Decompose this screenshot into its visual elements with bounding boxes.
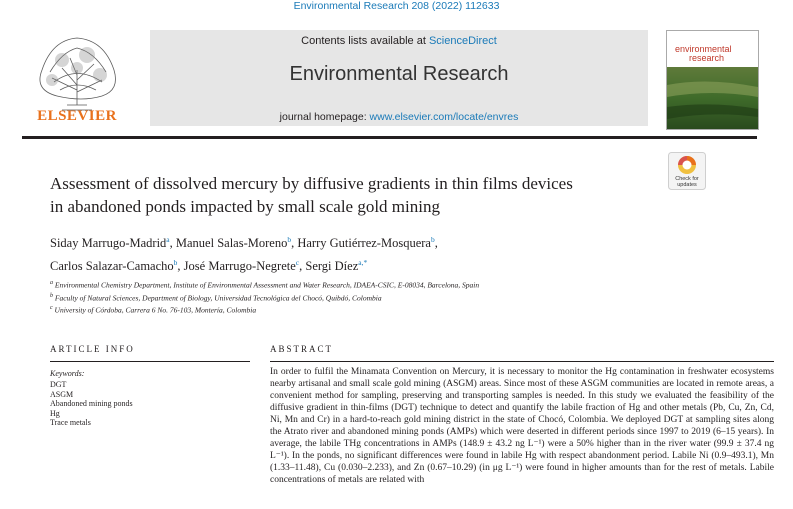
- contents-prefix: Contents lists available at: [301, 35, 429, 47]
- check-label-line-1: Check for: [675, 176, 699, 182]
- abstract-heading: ABSTRACT: [270, 344, 334, 354]
- author-list: [50, 230, 670, 276]
- header-divider: [22, 136, 757, 139]
- check-label-line-2: updates: [677, 182, 697, 188]
- author-affiliation-mark[interactable]: b: [173, 258, 178, 268]
- author-affiliation-mark[interactable]: b: [287, 235, 292, 244]
- affiliation-mark: a: [50, 280, 53, 286]
- affiliation-item: [50, 291, 670, 304]
- author-name[interactable]: José Marrugo-Negrete: [183, 259, 296, 274]
- affiliation-text: Faculty of Natural Sciences, Department of Biology, Universidad Tecnológica del Chocó, Quibdó, Colombia: [53, 293, 382, 302]
- journal-citation[interactable]: Environmental Research 208 (2022) 112633: [293, 0, 500, 12]
- author-separator: ,: [177, 259, 184, 274]
- publisher-name: ELSEVIER: [37, 108, 117, 124]
- affiliation-mark: b: [50, 292, 53, 299]
- keyword-item: ASGM: [50, 389, 74, 399]
- author-name[interactable]: Carlos Salazar-Camacho: [50, 259, 174, 274]
- journal-name: Environmental Research: [289, 63, 509, 85]
- author-separator: ,: [299, 259, 306, 274]
- author-separator: ,: [291, 236, 298, 251]
- keyword-item: Hg: [50, 408, 60, 418]
- author-name[interactable]: Manuel Salas-Moreno: [175, 236, 288, 251]
- journal-cover-thumbnail[interactable]: [666, 30, 759, 130]
- author-affiliation-mark[interactable]: a,*: [358, 258, 368, 268]
- keyword-item: DGT: [50, 380, 67, 389]
- affiliation-item: [50, 278, 670, 291]
- check-for-updates-label: [666, 176, 708, 188]
- affiliation-mark: c: [50, 305, 53, 311]
- journal-homepage: [150, 111, 648, 123]
- author-separator: ,: [169, 236, 176, 251]
- keywords-label: Keywords:: [50, 369, 85, 378]
- affiliation-text: University of Córdoba, Carrera 6 No. 76-103, Montería, Colombia: [52, 305, 257, 315]
- article-title-line-1: Assessment of dissolved mercury by diffusive gradients in thin films devices: [50, 174, 573, 193]
- cover-title-line-1: environmental: [675, 44, 732, 54]
- affiliation-list: [50, 278, 670, 316]
- cover-image: [667, 67, 758, 129]
- article-title-line-2: in abandoned ponds impacted by small scale gold mining: [50, 197, 440, 216]
- author-affiliation-mark[interactable]: a: [166, 235, 170, 244]
- article-title: [50, 172, 660, 218]
- author-affiliation-mark[interactable]: b: [430, 235, 435, 244]
- keyword-item: Abandoned mining ponds: [50, 399, 133, 408]
- contents-availability: [150, 35, 648, 47]
- article-info-heading: ARTICLE INFO: [50, 344, 135, 354]
- cover-title: [675, 45, 732, 63]
- affiliation-item: [50, 303, 670, 316]
- homepage-link[interactable]: www.elsevier.com/locate/envres: [369, 111, 519, 123]
- abstract-divider: [270, 361, 774, 362]
- author-name[interactable]: Siday Marrugo-Madrid: [50, 236, 167, 251]
- keyword-item: Trace metals: [50, 418, 91, 427]
- affiliation-text: Environmental Chemistry Department, Institute of Environmental Assessment and Water Research, IDAEA-CSIC, E-08034, Barcelona, Spain: [53, 280, 480, 290]
- author-name[interactable]: Harry Gutiérrez-Mosquera: [297, 236, 431, 251]
- sciencedirect-link[interactable]: ScienceDirect: [428, 35, 497, 47]
- author-separator: ,: [434, 236, 438, 251]
- keyword-list: [50, 380, 133, 428]
- author-name[interactable]: Sergi Díez: [305, 259, 359, 274]
- cover-title-line-2: research: [689, 53, 725, 63]
- author-affiliation-mark[interactable]: c: [295, 258, 300, 268]
- homepage-prefix: journal homepage:: [279, 111, 370, 123]
- article-info-divider: [50, 361, 250, 362]
- abstract-text: In order to fulfil the Minamata Convention on Mercury, it is necessary to monitor the Hg contamination in freshwater ecosystems nearby artisanal and small scale gold mining (ASGM) areas. Since most of these ASGM communities are located in remote areas, a convenient method for sampling, preserving and transporting samples is needed. In this study we evaluated the feasibility of the diffusive gradient in thin-films (DGT) technique to detect and quantify the labile fraction of Hg and other metals (Pb, Cu, Zn, Cd, Ni, Mn and Cr) in a hard-to-reach gold mining district in the state of Chocó, Colombia. We deployed DGT at sampling sites along the Atrato river and abandoned mining ponds (AMPs) which were deserted in different periods since 1997 to 2019 (6–15 years). In average, the labile THg concentrations in AMPs (148.9 ± 43.2 ng L⁻¹) were a 50% higher than in the river water (99.9 ± 37.4 ng L⁻¹). In the ponds, no significant differences were found in labile Hg with respect abandonment period. Labile Ni (0.9–493.1), Mn (1.33–11.48), Cu (0.030–2.233), and Zn (0.67–10.29) (in μg L⁻¹) were found in higher amounts than for the rest of metals. Labile concentrations of metals are related with: [270, 367, 774, 485]
